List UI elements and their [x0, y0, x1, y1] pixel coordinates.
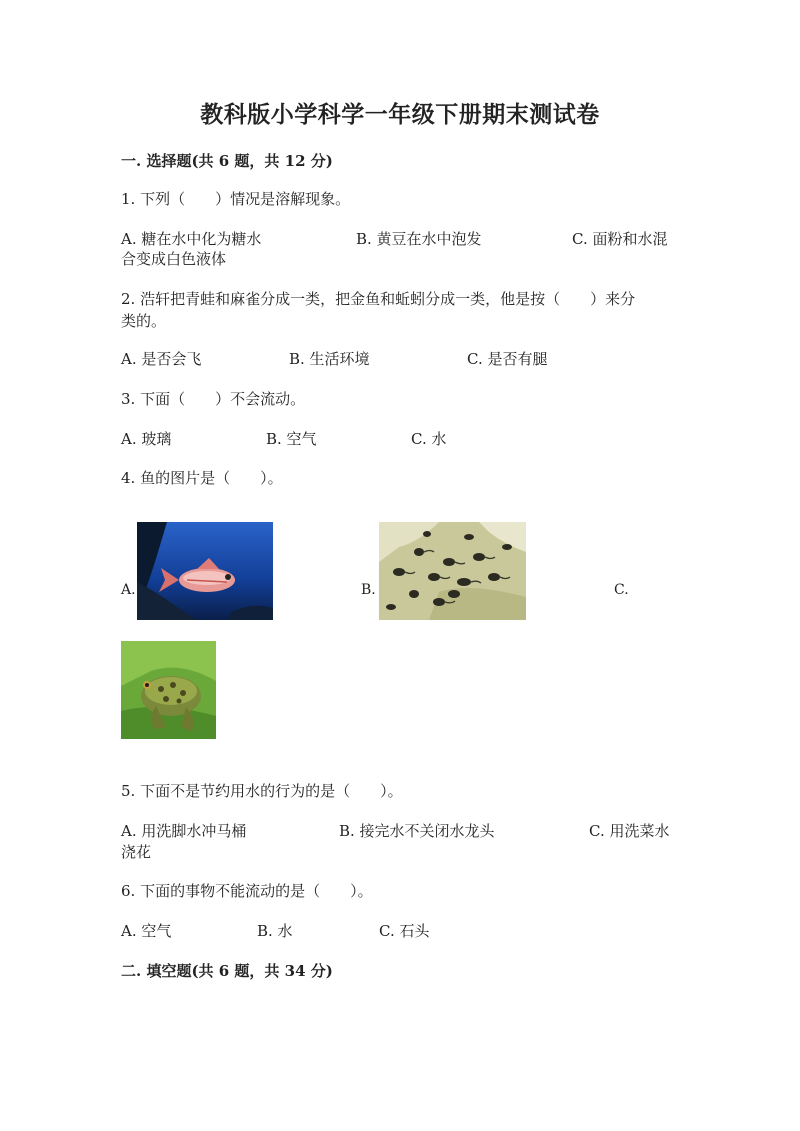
question-4-label-a: A.	[121, 582, 136, 598]
question-1-option-a: A. 糖在水中化为糖水	[121, 230, 262, 248]
question-4-label-c: C.	[614, 582, 629, 598]
question-2-option-a: A. 是否会飞	[121, 350, 202, 368]
fish-image	[137, 522, 273, 620]
question-2-option-b: B. 生活环境	[289, 350, 370, 368]
question-5-option-a: A. 用洗脚水冲马桶	[121, 822, 247, 840]
question-1-option-c-cont: 合变成白色液体	[121, 250, 227, 268]
question-1-option-c: C. 面粉和水混	[572, 230, 668, 248]
question-6-option-c: C. 石头	[379, 922, 430, 940]
tadpoles-image	[379, 522, 526, 620]
question-6-stem: 6. 下面的事物不能流动的是（ ）。	[121, 882, 373, 900]
question-3-stem: 3. 下面（ ）不会流动。	[121, 390, 306, 408]
question-2-stem: 2. 浩轩把青蛙和麻雀分成一类，把金鱼和蚯蚓分成一类，他是按（ ）来分	[121, 290, 636, 308]
question-5-option-b: B. 接完水不关闭水龙头	[339, 822, 495, 840]
question-5-option-c: C. 用洗菜水	[589, 822, 670, 840]
question-3-option-a: A. 玻璃	[121, 430, 172, 448]
question-5-option-c-cont: 浇花	[121, 843, 152, 861]
question-4-stem: 4. 鱼的图片是（ ）。	[121, 469, 283, 487]
question-6-option-b: B. 水	[257, 922, 293, 940]
page-title: 教科版小学科学一年级下册期末测试卷	[200, 101, 600, 128]
question-6-option-a: A. 空气	[121, 922, 172, 940]
question-1-stem: 1. 下列（ ）情况是溶解现象。	[121, 190, 351, 208]
question-1-option-b: B. 黄豆在水中泡发	[356, 230, 482, 248]
question-5-stem: 5. 下面不是节约用水的行为的是（ ）。	[121, 782, 403, 800]
question-2-stem-cont: 类的。	[121, 312, 167, 330]
question-3-option-c: C. 水	[411, 430, 447, 448]
question-2-option-c: C. 是否有腿	[467, 350, 548, 368]
section-heading-fill: 二. 填空题(共 6 题，共 34 分)	[121, 962, 333, 980]
question-4-label-b: B.	[361, 582, 376, 598]
question-3-option-b: B. 空气	[266, 430, 317, 448]
section-heading-choice: 一. 选择题(共 6 题，共 12 分)	[121, 152, 333, 170]
frog-image	[121, 641, 216, 739]
